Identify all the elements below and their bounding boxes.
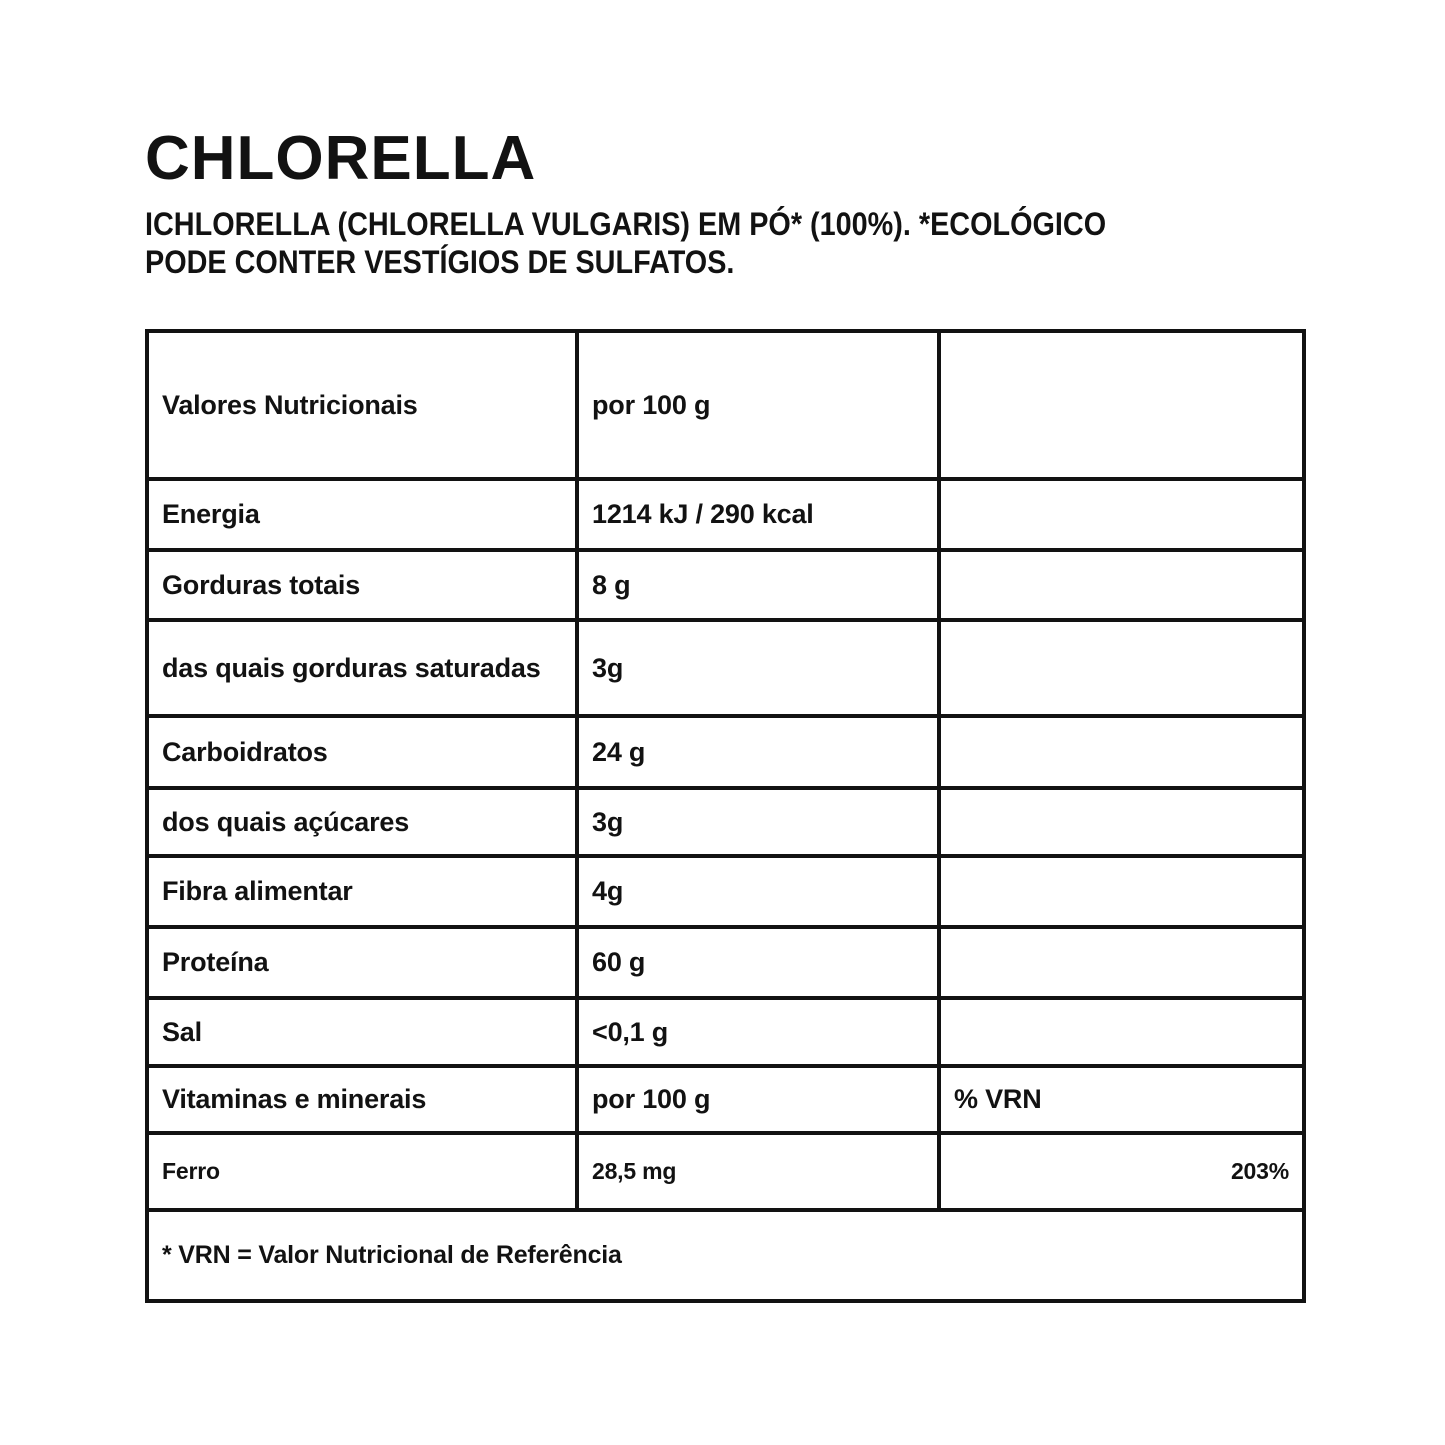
nutrient-vrn-cell (939, 716, 1304, 788)
nutrient-value-cell: <0,1 g (577, 998, 939, 1066)
nutrient-value-cell: 28,5 mg (577, 1133, 939, 1210)
nutrient-label-cell: Energia (147, 479, 577, 550)
nutrient-value-cell: 60 g (577, 927, 939, 998)
nutrient-vrn-cell (939, 550, 1304, 620)
nutrient-vrn-cell (939, 788, 1304, 856)
nutrition-table (145, 329, 1306, 1303)
table-row (147, 479, 1304, 550)
footnote-row (147, 1210, 1304, 1301)
nutrient-value-cell: 1214 kJ / 290 kcal (577, 479, 939, 550)
nutrient-vrn-cell: % VRN (939, 1066, 1304, 1133)
table-row (147, 927, 1304, 998)
nutrient-label-cell: Sal (147, 998, 577, 1066)
table-row (147, 620, 1304, 716)
product-title: CHLORELLA (145, 124, 537, 193)
table-row (147, 1066, 1304, 1133)
nutrient-value-cell: por 100 g (577, 1066, 939, 1133)
nutrient-vrn-cell (939, 998, 1304, 1066)
ingredients-text (145, 205, 1106, 281)
nutrient-vrn-cell (939, 331, 1304, 479)
nutrient-value-cell: 24 g (577, 716, 939, 788)
table-row (147, 1133, 1304, 1210)
ingredients-line: ICHLORELLA (CHLORELLA VULGARIS) EM PÓ* (100%). *ECOLÓGICO (145, 206, 1107, 242)
nutrient-label-cell: dos quais açúcares (147, 788, 577, 856)
vrn-footnote: * VRN = Valor Nutricional de Referência (147, 1210, 1304, 1301)
nutrient-vrn-cell (939, 927, 1304, 998)
nutrient-value-cell: 3g (577, 620, 939, 716)
nutrient-label-cell: das quais gorduras saturadas (147, 620, 577, 716)
allergen-line: PODE CONTER VESTÍGIOS DE SULFATOS. (145, 244, 735, 280)
nutrient-vrn-cell (939, 856, 1304, 927)
table-row (147, 788, 1304, 856)
table-row (147, 550, 1304, 620)
nutrient-label-cell: Ferro (147, 1133, 577, 1210)
nutrient-vrn-cell (939, 620, 1304, 716)
nutrient-value-cell: 4g (577, 856, 939, 927)
nutrient-label-cell: Carboidratos (147, 716, 577, 788)
nutrient-label-cell: Proteína (147, 927, 577, 998)
table-row (147, 856, 1304, 927)
nutrient-label-cell: Gorduras totais (147, 550, 577, 620)
nutrient-value-cell: 3g (577, 788, 939, 856)
table-row (147, 716, 1304, 788)
nutrient-label-cell: Fibra alimentar (147, 856, 577, 927)
nutrient-vrn-cell: 203% (939, 1133, 1304, 1210)
nutrient-label-cell: Valores Nutricionais (147, 331, 577, 479)
table-row (147, 331, 1304, 479)
nutrient-value-cell: 8 g (577, 550, 939, 620)
nutrient-label-cell: Vitaminas e minerais (147, 1066, 577, 1133)
nutrient-value-cell: por 100 g (577, 331, 939, 479)
nutrient-vrn-cell (939, 479, 1304, 550)
table-row (147, 998, 1304, 1066)
